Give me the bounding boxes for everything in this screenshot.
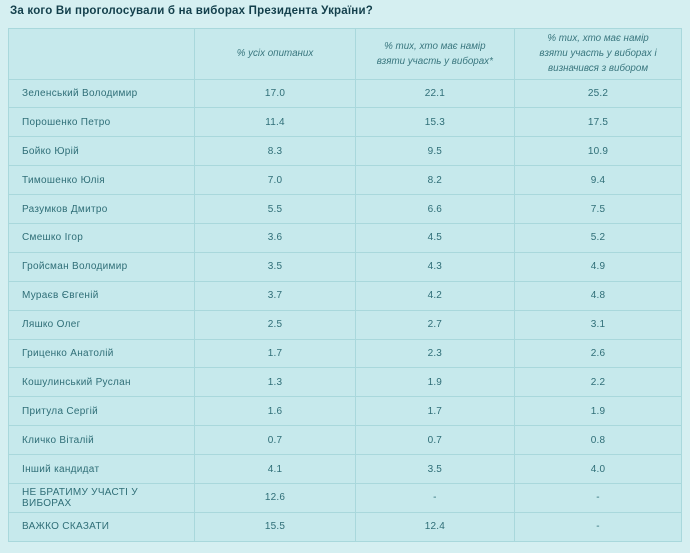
page-title: За кого Ви проголосували б на виборах Президента України?: [10, 5, 373, 17]
value-decided-voters: 17.5: [515, 108, 682, 137]
table-row: [9, 281, 682, 310]
value-all-respondents: 0.7: [195, 426, 355, 455]
value-all-respondents: 1.3: [195, 368, 355, 397]
column-header-all-respondents: % усіх опитаних: [195, 29, 355, 80]
value-intend-to-vote: -: [355, 483, 515, 512]
candidate-name: Тимошенко Юлія: [9, 166, 195, 195]
candidate-name: Бойко Юрій: [9, 137, 195, 166]
value-intend-to-vote: 12.4: [355, 512, 515, 541]
value-decided-voters: 2.2: [515, 368, 682, 397]
candidate-name: Гриценко Анатолій: [9, 339, 195, 368]
value-all-respondents: 2.5: [195, 310, 355, 339]
table-row: [9, 195, 682, 224]
value-intend-to-vote: 0.7: [355, 426, 515, 455]
value-decided-voters: 7.5: [515, 195, 682, 224]
value-decided-voters: 4.8: [515, 281, 682, 310]
value-all-respondents: 17.0: [195, 79, 355, 108]
candidate-name: Притула Сергій: [9, 397, 195, 426]
candidate-name: Порошенко Петро: [9, 108, 195, 137]
value-intend-to-vote: 6.6: [355, 195, 515, 224]
table-row: [9, 368, 682, 397]
table-row: [9, 426, 682, 455]
value-decided-voters: 2.6: [515, 339, 682, 368]
poll-results-table: [8, 28, 682, 542]
value-all-respondents: 1.6: [195, 397, 355, 426]
table-row: [9, 339, 682, 368]
candidate-name: Кличко Віталій: [9, 426, 195, 455]
column-header-intend-to-vote: % тих, хто має намір взяти участь у виборах*: [355, 29, 515, 80]
value-decided-voters: -: [515, 512, 682, 541]
value-intend-to-vote: 4.3: [355, 252, 515, 281]
value-intend-to-vote: 3.5: [355, 455, 515, 484]
value-all-respondents: 3.7: [195, 281, 355, 310]
table-row: [9, 455, 682, 484]
table-row: [9, 79, 682, 108]
table-header-row: [9, 29, 682, 80]
candidate-name: Інший кандидат: [9, 455, 195, 484]
value-intend-to-vote: 1.7: [355, 397, 515, 426]
value-all-respondents: 7.0: [195, 166, 355, 195]
value-intend-to-vote: 2.7: [355, 310, 515, 339]
candidate-name: Зеленський Володимир: [9, 79, 195, 108]
candidate-name: Мураєв Євгеній: [9, 281, 195, 310]
table-row: [9, 310, 682, 339]
value-all-respondents: 12.6: [195, 483, 355, 512]
value-decided-voters: 25.2: [515, 79, 682, 108]
value-all-respondents: 5.5: [195, 195, 355, 224]
candidate-name: НЕ БРАТИМУ УЧАСТІ У ВИБОРАХ: [9, 483, 195, 512]
value-intend-to-vote: 4.5: [355, 223, 515, 252]
table-row: [9, 397, 682, 426]
value-decided-voters: 9.4: [515, 166, 682, 195]
value-intend-to-vote: 2.3: [355, 339, 515, 368]
table-row: [9, 108, 682, 137]
candidate-name: Ляшко Олег: [9, 310, 195, 339]
value-all-respondents: 3.6: [195, 223, 355, 252]
value-decided-voters: 1.9: [515, 397, 682, 426]
value-decided-voters: 10.9: [515, 137, 682, 166]
value-intend-to-vote: 22.1: [355, 79, 515, 108]
table-row: [9, 223, 682, 252]
table-row: [9, 137, 682, 166]
value-decided-voters: 4.0: [515, 455, 682, 484]
value-decided-voters: 3.1: [515, 310, 682, 339]
candidate-name: ВАЖКО СКАЗАТИ: [9, 512, 195, 541]
value-all-respondents: 8.3: [195, 137, 355, 166]
candidate-name: Гройсман Володимир: [9, 252, 195, 281]
value-all-respondents: 11.4: [195, 108, 355, 137]
value-all-respondents: 3.5: [195, 252, 355, 281]
value-intend-to-vote: 8.2: [355, 166, 515, 195]
value-intend-to-vote: 9.5: [355, 137, 515, 166]
table-row: [9, 512, 682, 541]
value-all-respondents: 4.1: [195, 455, 355, 484]
value-all-respondents: 1.7: [195, 339, 355, 368]
column-header-empty: [9, 29, 195, 80]
column-header-decided-voters: % тих, хто має намір взяти участь у виборах і визначився з вибором: [515, 29, 682, 80]
candidate-name: Смешко Ігор: [9, 223, 195, 252]
table-row: [9, 483, 682, 512]
value-decided-voters: 0.8: [515, 426, 682, 455]
table-row: [9, 166, 682, 195]
value-intend-to-vote: 4.2: [355, 281, 515, 310]
table-row: [9, 252, 682, 281]
value-decided-voters: 5.2: [515, 223, 682, 252]
value-intend-to-vote: 15.3: [355, 108, 515, 137]
value-intend-to-vote: 1.9: [355, 368, 515, 397]
value-decided-voters: 4.9: [515, 252, 682, 281]
value-decided-voters: -: [515, 483, 682, 512]
candidate-name: Кошулинський Руслан: [9, 368, 195, 397]
value-all-respondents: 15.5: [195, 512, 355, 541]
candidate-name: Разумков Дмитро: [9, 195, 195, 224]
